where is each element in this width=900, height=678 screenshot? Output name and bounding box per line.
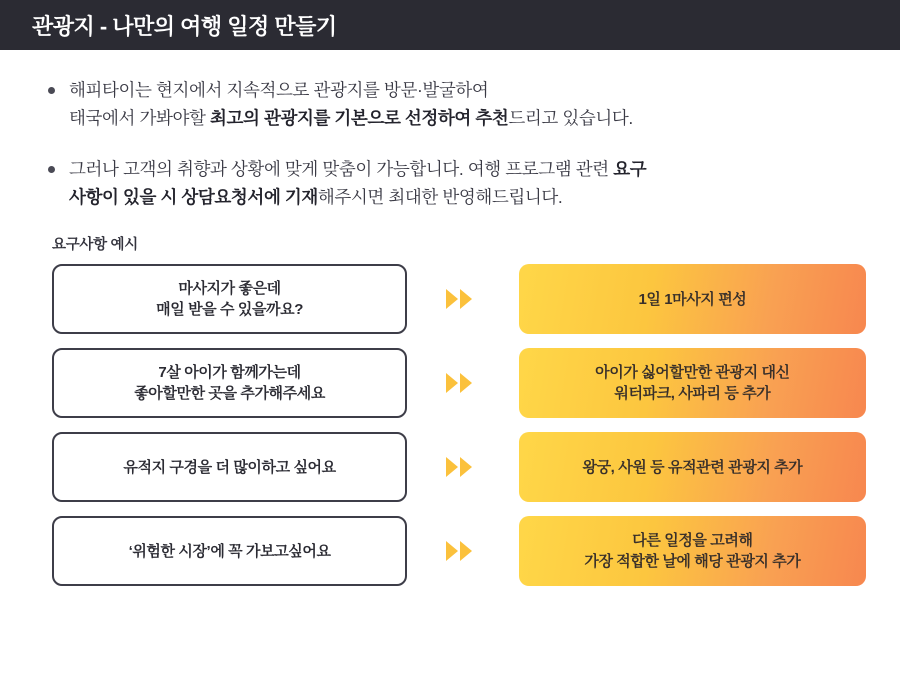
result-text bbox=[582, 457, 802, 479]
intro-section bbox=[0, 50, 900, 211]
example-row bbox=[52, 348, 866, 418]
double-chevron-right-icon bbox=[407, 372, 519, 394]
result-line-1: 아이가 싫어할만한 관광지 대신 bbox=[595, 363, 790, 381]
bullet-2-line-2-bold: 사항이 있을 시 상담요청서에 기재 bbox=[69, 187, 318, 208]
examples-label: 요구사항 예시 bbox=[52, 237, 138, 254]
result-text bbox=[638, 289, 746, 311]
request-line-1: 유적지 구경을 더 많이하고 싶어요 bbox=[123, 458, 336, 476]
bullet-text bbox=[69, 76, 633, 133]
request-text bbox=[156, 278, 303, 322]
bullet-item bbox=[48, 155, 860, 212]
request-line-2: 좋아할만한 곳을 추가해주세요 bbox=[134, 385, 325, 403]
bullet-1-line-1: 해피타이는 현지에서 지속적으로 관광지를 방문·발굴하여 bbox=[69, 80, 489, 100]
result-line-1: 왕궁, 사원 등 유적관련 관광지 추가 bbox=[582, 458, 803, 476]
bullet-1-line-2-b: 드리고 있습니다. bbox=[508, 108, 633, 129]
result-card bbox=[519, 348, 866, 418]
request-line-1: 7살 아이가 함께가는데 bbox=[158, 363, 301, 381]
result-line-2: 가장 적합한 날에 해당 관광지 추가 bbox=[584, 553, 801, 571]
example-row bbox=[52, 516, 866, 586]
result-card bbox=[519, 516, 866, 586]
examples-list bbox=[0, 264, 900, 586]
result-line-1: 다른 일정을 고려해 bbox=[632, 531, 753, 549]
request-card bbox=[52, 432, 407, 502]
request-line-1: ‘위험한 시장’에 꼭 가보고싶어요 bbox=[128, 542, 331, 560]
double-chevron-right-icon bbox=[407, 456, 519, 478]
result-line-2: 워터파크, 사파리 등 추가 bbox=[614, 385, 771, 403]
request-line-1: 마사지가 좋은데 bbox=[178, 279, 281, 297]
request-card bbox=[52, 348, 407, 418]
bullet-item bbox=[48, 76, 860, 133]
example-row bbox=[52, 432, 866, 502]
page-header bbox=[0, 0, 900, 50]
request-text bbox=[134, 362, 325, 406]
bullet-2-line-1-a: 그러나 고객의 취향과 상황에 맞게 맞춤이 가능합니다. 여행 프로그램 관련 bbox=[69, 158, 614, 179]
page-title: 관광지 - 나만의 여행 일정 만들기 bbox=[32, 13, 337, 39]
bullet-text bbox=[69, 155, 646, 212]
bullet-1-line-2-bold: 최고의 관광지를 기본으로 선정하여 추천 bbox=[209, 108, 509, 129]
request-card bbox=[52, 516, 407, 586]
request-text bbox=[129, 541, 331, 563]
bullet-dot-icon bbox=[48, 87, 55, 94]
example-row bbox=[52, 264, 866, 334]
result-card bbox=[519, 264, 866, 334]
double-chevron-right-icon bbox=[407, 288, 519, 310]
request-text bbox=[123, 457, 335, 479]
bullet-2-line-2-b: 해주시면 최대한 반영해드립니다. bbox=[317, 187, 563, 208]
result-text bbox=[584, 530, 800, 574]
bullet-dot-icon bbox=[48, 166, 55, 173]
bullet-1-line-2-a: 태국에서 가봐야할 bbox=[69, 108, 210, 129]
request-line-2: 매일 받을 수 있을까요? bbox=[156, 301, 304, 319]
request-card bbox=[52, 264, 407, 334]
result-text bbox=[595, 362, 789, 406]
bullet-2-line-1-bold: 요구 bbox=[613, 158, 647, 179]
result-line-1: 1일 1마사지 편성 bbox=[638, 290, 747, 308]
double-chevron-right-icon bbox=[407, 540, 519, 562]
result-card bbox=[519, 432, 866, 502]
